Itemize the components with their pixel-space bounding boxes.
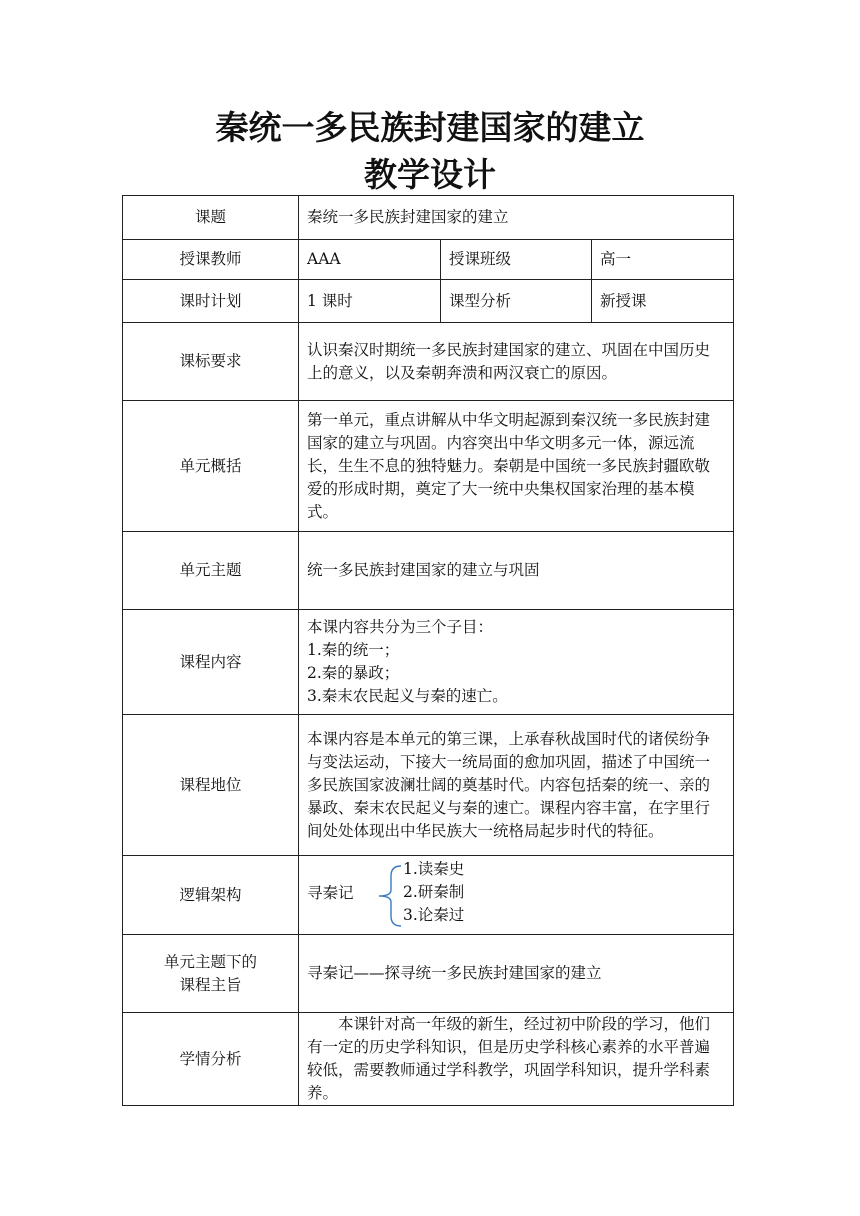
- content-label: 课程内容: [123, 610, 299, 715]
- hours-value: 1 课时: [299, 280, 441, 323]
- row-unit-overview: [123, 401, 734, 532]
- logic-label: 逻辑架构: [123, 856, 299, 935]
- position-label: 课程地位: [123, 715, 299, 856]
- topic-value: 秦统一多民族封建国家的建立: [299, 196, 734, 240]
- row-standard: [123, 323, 734, 401]
- topic-label: 课题: [123, 196, 299, 240]
- unit-overview-value: 第一单元，重点讲解从中华文明起源到秦汉统一多民族封建国家的建立与巩固。内容突出中华文明多元一体，源远流长，生生不息的独特魅力。秦朝是中国统一多民族封疆欧敬爱的形成时期，奠定了大一统中央集权国家治理的基本模式。: [299, 401, 734, 532]
- page-title: 秦统一多民族封建国家的建立: [215, 108, 645, 147]
- unit-theme-value: 统一多民族封建国家的建立与巩固: [299, 532, 734, 610]
- position-value: 本课内容是本单元的第三课，上承春秋战国时代的诸侯纷争与变法运动，下接大一统局面的愈加巩固，描述了中国统一多民族国家波澜壮阔的奠基时代。内容包括秦的统一、亲的暴政、秦末农民起义与秦的速亡。课程内容丰富，在字里行间处处体现出中华民族大一统格局起步时代的特征。: [299, 715, 734, 856]
- purpose-label-line2: 课程主旨: [179, 975, 242, 994]
- type-value: 新授课: [592, 280, 734, 323]
- row-students: [123, 1013, 734, 1106]
- logic-item-3: 3.论秦过: [403, 906, 465, 924]
- purpose-label: [123, 935, 299, 1013]
- standard-label: 课标要求: [123, 323, 299, 401]
- row-content: [123, 610, 734, 715]
- content-value: [299, 610, 734, 715]
- row-purpose: [123, 935, 734, 1013]
- content-intro: 本课内容共分为三个子目：: [307, 618, 494, 636]
- class-label: 授课班级: [441, 240, 592, 280]
- lesson-plan-table: [122, 195, 734, 1106]
- students-label: 学情分析: [123, 1013, 299, 1106]
- row-logic: [123, 856, 734, 935]
- row-topic: [123, 196, 734, 240]
- class-value: 高一: [592, 240, 734, 280]
- logic-diagram: [299, 856, 734, 935]
- unit-overview-label: 单元概括: [123, 401, 299, 532]
- row-teacher: [123, 240, 734, 280]
- type-label: 课型分析: [441, 280, 592, 323]
- content-item-3: 3.秦末农民起义与秦的速亡。: [307, 687, 508, 705]
- logic-item-2: 2.研秦制: [403, 883, 465, 901]
- logic-item-1: 1.读秦史: [403, 860, 465, 878]
- purpose-label-line1: 单元主题下的: [163, 952, 257, 971]
- unit-theme-label: 单元主题: [123, 532, 299, 610]
- brace-icon: [373, 864, 403, 928]
- hours-label: 课时计划: [123, 280, 299, 323]
- teacher-value: AAA: [299, 240, 441, 280]
- page-subtitle: 教学设计: [364, 155, 496, 194]
- students-value: 本课针对高一年级的新生，经过初中阶段的学习，他们有一定的历史学科知识，但是历史学科核心素养的水平普遍较低，需要教师通过学科教学，巩固学科知识，提升学科素养。: [299, 1013, 734, 1106]
- content-item-1: 1.秦的统一；: [307, 641, 400, 659]
- row-position: [123, 715, 734, 856]
- row-hours: [123, 280, 734, 323]
- purpose-value: 寻秦记——探寻统一多民族封建国家的建立: [299, 935, 734, 1013]
- logic-root: 寻秦记: [307, 884, 354, 902]
- standard-value: 认识秦汉时期统一多民族封建国家的建立、巩固在中国历史上的意义，以及秦朝奔溃和两汉衰亡的原因。: [299, 323, 734, 401]
- content-item-2: 2.秦的暴政；: [307, 664, 400, 682]
- teacher-label: 授课教师: [123, 240, 299, 280]
- row-unit-theme: [123, 532, 734, 610]
